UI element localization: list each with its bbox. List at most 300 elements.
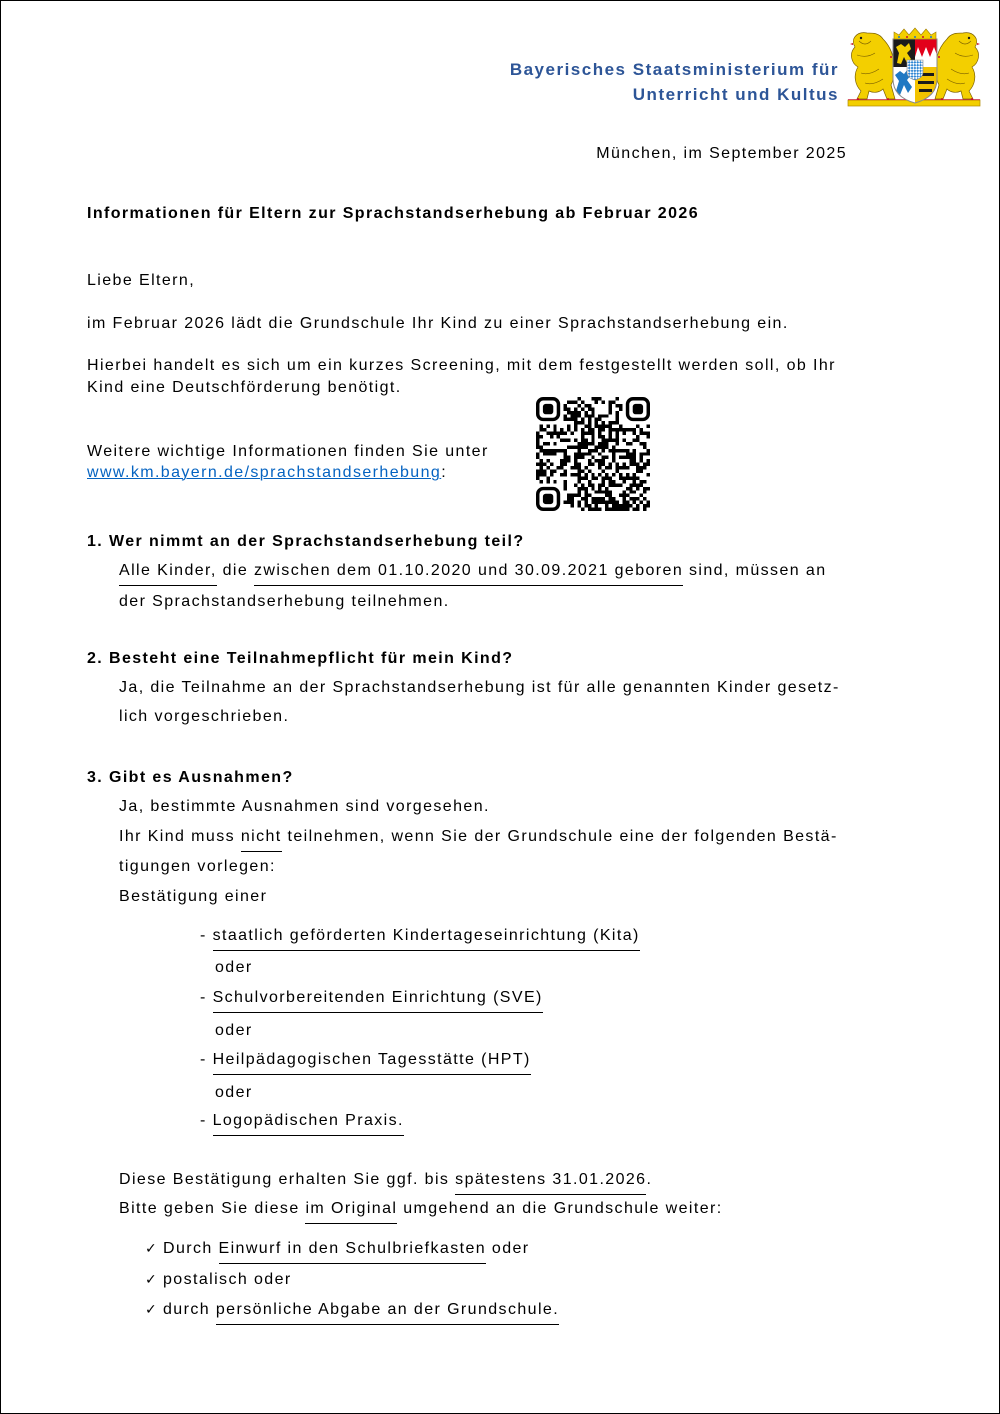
section-1-line [119, 592, 450, 612]
qr-module [543, 463, 546, 466]
separator-or: oder [215, 959, 253, 976]
qr-module [619, 466, 622, 469]
ministry-name-line-2: Unterricht und Kultus [632, 85, 839, 104]
qr-module [591, 487, 594, 490]
qr-module [571, 432, 574, 435]
qr-module [619, 407, 622, 410]
qr-module [605, 425, 608, 428]
qr-module [647, 452, 650, 455]
qr-finder-center [543, 494, 553, 504]
qr-module [595, 508, 598, 511]
qr-module [605, 442, 608, 445]
qr-module [560, 459, 563, 462]
qr-module [595, 449, 598, 452]
section-2-line [119, 707, 289, 727]
qr-module [598, 452, 601, 455]
qr-module [615, 470, 618, 473]
qr-module [640, 456, 643, 459]
qr-module [564, 414, 567, 417]
section-1-line [119, 561, 827, 581]
qr-module [622, 480, 625, 483]
qr-module [564, 473, 567, 476]
qr-module [553, 452, 556, 455]
qr-module [588, 421, 591, 424]
qr-module [591, 428, 594, 431]
qr-module [626, 476, 629, 479]
qr-module [536, 435, 539, 438]
text-segment: lich vorgeschrieben. [119, 708, 290, 725]
qr-module [574, 452, 577, 455]
qr-module [546, 452, 549, 455]
qr-module [626, 508, 629, 511]
qr-module [550, 470, 553, 473]
qr-module [643, 432, 646, 435]
qr-module [577, 414, 580, 417]
qr-module [588, 508, 591, 511]
qr-module [557, 466, 560, 469]
emphasis-not: nicht [241, 828, 282, 852]
qr-module [539, 425, 542, 428]
qr-module [619, 476, 622, 479]
qr-module [615, 438, 618, 441]
qr-module [591, 432, 594, 435]
qr-module [647, 473, 650, 476]
qr-module [588, 483, 591, 486]
qr-module [609, 407, 612, 410]
qr-module [640, 483, 643, 486]
text-segment: umgehend an die Grundschule weiter: [397, 1200, 723, 1217]
list-bullet: - [200, 989, 213, 1006]
qr-module [577, 449, 580, 452]
qr-module [564, 483, 567, 486]
qr-module [564, 470, 567, 473]
qr-module [640, 459, 643, 462]
qr-module [602, 414, 605, 417]
qr-module [598, 483, 601, 486]
qr-module [536, 463, 539, 466]
qr-module [539, 470, 542, 473]
qr-module [571, 494, 574, 497]
qr-module [584, 487, 587, 490]
qr-module [553, 425, 556, 428]
deadline-line [119, 1170, 652, 1190]
qr-module [615, 442, 618, 445]
list-bullet: - [200, 927, 213, 944]
qr-module [571, 473, 574, 476]
qr-module [595, 501, 598, 504]
qr-module [636, 425, 639, 428]
qr-module [626, 494, 629, 497]
qr-module [584, 442, 587, 445]
qr-module [539, 463, 542, 466]
qr-module [557, 432, 560, 435]
section-heading-3: 3. Gibt es Ausnahmen? [87, 769, 294, 786]
text-segment: Ja, bestimmte Ausnahmen sind vorgesehen. [119, 798, 490, 815]
place-date: München, im September 2025 [596, 145, 847, 162]
qr-module [581, 442, 584, 445]
qr-module [615, 432, 618, 435]
emphasis-method: Einwurf in den Schulbriefkasten [219, 1240, 487, 1264]
qr-finder-center [543, 404, 553, 414]
confirmation-source-item [200, 926, 640, 946]
qr-module [609, 432, 612, 435]
qr-module [536, 438, 539, 441]
qr-module [574, 445, 577, 448]
salutation: Liebe Eltern, [87, 272, 196, 289]
qr-module [588, 442, 591, 445]
qr-module [536, 456, 539, 459]
qr-module [539, 459, 542, 462]
submission-method-item [163, 1300, 559, 1320]
qr-module [546, 459, 549, 462]
qr-module [564, 463, 567, 466]
qr-module [584, 494, 587, 497]
qr-module [553, 449, 556, 452]
qr-module [643, 442, 646, 445]
qr-module [577, 476, 580, 479]
qr-module [609, 476, 612, 479]
qr-module [609, 494, 612, 497]
qr-module [619, 508, 622, 511]
qr-module [598, 397, 601, 400]
qr-module [643, 490, 646, 493]
qr-module [629, 428, 632, 431]
qr-module [598, 490, 601, 493]
qr-module [571, 501, 574, 504]
qr-module [574, 418, 577, 421]
qr-module [619, 504, 622, 507]
list-bullet: - [200, 1112, 213, 1129]
qr-module [584, 497, 587, 500]
qr-module [619, 428, 622, 431]
qr-module [560, 432, 563, 435]
qr-module [626, 442, 629, 445]
qr-module [553, 428, 556, 431]
qr-module [581, 452, 584, 455]
text-segment: Bestätigung einer [119, 888, 268, 905]
text-segment: durch [163, 1301, 216, 1318]
qr-module [622, 508, 625, 511]
qr-module [577, 504, 580, 507]
qr-module [584, 425, 587, 428]
qr-module [571, 497, 574, 500]
qr-module [584, 414, 587, 417]
qr-module [574, 456, 577, 459]
qr-module [615, 504, 618, 507]
qr-module [615, 414, 618, 417]
qr-module [629, 504, 632, 507]
qr-module [609, 421, 612, 424]
emphasis-original: im Original [305, 1200, 397, 1224]
qr-module [539, 466, 542, 469]
qr-module [640, 466, 643, 469]
qr-module [546, 449, 549, 452]
confirmation-source-item [200, 1050, 531, 1070]
qr-module [595, 504, 598, 507]
qr-module [591, 449, 594, 452]
qr-module [598, 428, 601, 431]
qr-module [577, 501, 580, 504]
qr-module [567, 400, 570, 403]
qr-module [636, 483, 639, 486]
submission-method-item [163, 1239, 530, 1259]
qr-module [591, 442, 594, 445]
qr-module [647, 435, 650, 438]
qr-module [539, 435, 542, 438]
qr-module [609, 490, 612, 493]
qr-module [577, 473, 580, 476]
qr-module [643, 463, 646, 466]
qr-module [553, 442, 556, 445]
qr-module [598, 459, 601, 462]
qr-module [571, 400, 574, 403]
qr-module [636, 487, 639, 490]
qr-module [598, 508, 601, 511]
qr-module [581, 456, 584, 459]
qr-module [643, 480, 646, 483]
qr-module [588, 459, 591, 462]
qr-module [591, 435, 594, 438]
qr-module [564, 501, 567, 504]
qr-module [536, 452, 539, 455]
qr-module [584, 404, 587, 407]
qr-module [622, 463, 625, 466]
qr-module [543, 452, 546, 455]
qr-module [567, 438, 570, 441]
qr-module [633, 483, 636, 486]
qr-module [643, 466, 646, 469]
qr-module [633, 428, 636, 431]
qr-module [588, 470, 591, 473]
qr-module [615, 397, 618, 400]
qr-module [591, 508, 594, 511]
qr-module [567, 418, 570, 421]
qr-module [612, 421, 615, 424]
qr-module [640, 501, 643, 504]
qr-module [609, 463, 612, 466]
qr-module [598, 497, 601, 500]
qr-module [622, 449, 625, 452]
qr-code [536, 397, 650, 511]
qr-module [609, 438, 612, 441]
qr-module [546, 480, 549, 483]
qr-module [609, 480, 612, 483]
more-info-link[interactable]: www.km.bayern.de/sprachstandserhebung [87, 464, 442, 481]
qr-module [612, 473, 615, 476]
qr-module [612, 504, 615, 507]
qr-module [588, 404, 591, 407]
qr-module [640, 432, 643, 435]
qr-module [584, 411, 587, 414]
qr-module [612, 438, 615, 441]
qr-module [584, 476, 587, 479]
confirmation-source-label: Heilpädagogischen Tagesstätte (HPT) [213, 1051, 531, 1075]
qr-module [546, 432, 549, 435]
qr-module [581, 476, 584, 479]
qr-module [647, 501, 650, 504]
qr-module [633, 438, 636, 441]
qr-module [612, 445, 615, 448]
qr-module [591, 407, 594, 410]
qr-module [602, 470, 605, 473]
qr-module [591, 456, 594, 459]
qr-module [536, 432, 539, 435]
qr-module [581, 487, 584, 490]
qr-module [598, 473, 601, 476]
qr-module [577, 397, 580, 400]
qr-module [539, 428, 542, 431]
qr-module [591, 411, 594, 414]
qr-module [567, 425, 570, 428]
confirmation-source-item [200, 988, 543, 1008]
qr-module [609, 435, 612, 438]
emphasis-all-children: Alle Kinder, [119, 562, 217, 586]
qr-module [605, 438, 608, 441]
text-segment: Bitte geben Sie diese [119, 1200, 306, 1217]
qr-module [609, 466, 612, 469]
screening-paragraph-line: Kind eine Deutschförderung benötigt. [87, 379, 402, 396]
qr-module [588, 452, 591, 455]
qr-module [560, 438, 563, 441]
qr-module [626, 452, 629, 455]
qr-module [612, 449, 615, 452]
qr-module [574, 483, 577, 486]
checkmark-icon: ✓ [145, 1302, 157, 1318]
more-info-link-line [87, 463, 447, 483]
qr-module [560, 463, 563, 466]
qr-module [581, 497, 584, 500]
qr-module [615, 418, 618, 421]
qr-module [602, 425, 605, 428]
qr-module [584, 445, 587, 448]
qr-module [598, 425, 601, 428]
qr-module [598, 418, 601, 421]
qr-module [577, 456, 580, 459]
qr-module [591, 476, 594, 479]
qr-module [584, 501, 587, 504]
qr-module [633, 480, 636, 483]
qr-module [591, 463, 594, 466]
more-info-text: Weitere wichtige Informationen finden Sie unter [87, 443, 489, 460]
qr-module [626, 456, 629, 459]
qr-module [609, 411, 612, 414]
qr-module [581, 418, 584, 421]
qr-module [612, 497, 615, 500]
qr-module [591, 501, 594, 504]
confirmation-source-label: staatlich geförderten Kindertageseinrichtung (Kita) [213, 927, 640, 951]
qr-module [615, 435, 618, 438]
qr-module [598, 435, 601, 438]
qr-module [626, 501, 629, 504]
qr-module [560, 466, 563, 469]
qr-module [609, 449, 612, 452]
qr-module [577, 463, 580, 466]
qr-module [609, 400, 612, 403]
qr-module [619, 473, 622, 476]
qr-module [602, 445, 605, 448]
qr-module [584, 490, 587, 493]
qr-module [602, 456, 605, 459]
qr-module [584, 432, 587, 435]
qr-module [622, 456, 625, 459]
qr-module [595, 497, 598, 500]
text-segment: Ihr Kind muss [119, 828, 241, 845]
qr-module [615, 404, 618, 407]
qr-finder-center [633, 404, 643, 414]
qr-module [643, 487, 646, 490]
qr-module [643, 504, 646, 507]
qr-module [574, 425, 577, 428]
qr-module [581, 421, 584, 424]
qr-module [577, 470, 580, 473]
qr-module [564, 418, 567, 421]
qr-module [577, 411, 580, 414]
qr-module [633, 508, 636, 511]
checkmark-icon: ✓ [145, 1241, 157, 1257]
text-segment: Durch [163, 1240, 219, 1257]
qr-module [591, 473, 594, 476]
qr-module [581, 483, 584, 486]
qr-module [577, 494, 580, 497]
qr-module [612, 483, 615, 486]
qr-module [626, 473, 629, 476]
text-segment: postalisch oder [163, 1271, 292, 1288]
qr-module [609, 425, 612, 428]
qr-module [581, 435, 584, 438]
qr-module [605, 504, 608, 507]
qr-module [539, 445, 542, 448]
qr-module [577, 421, 580, 424]
text-segment: . [646, 1171, 653, 1188]
qr-module [640, 470, 643, 473]
qr-module [626, 428, 629, 431]
qr-module [574, 421, 577, 424]
qr-module [647, 432, 650, 435]
qr-module [633, 497, 636, 500]
qr-module [567, 456, 570, 459]
qr-module [619, 404, 622, 407]
qr-module [633, 449, 636, 452]
qr-module [536, 473, 539, 476]
qr-module [633, 463, 636, 466]
qr-module [591, 414, 594, 417]
qr-module [629, 476, 632, 479]
text-segment: Diese Bestätigung erhalten Sie ggf. bis [119, 1171, 456, 1188]
qr-module [536, 476, 539, 479]
section-2-line [119, 678, 840, 698]
qr-module [636, 463, 639, 466]
qr-module [602, 428, 605, 431]
qr-module [619, 425, 622, 428]
qr-module [622, 438, 625, 441]
qr-module [595, 490, 598, 493]
qr-module [567, 411, 570, 414]
qr-module [581, 508, 584, 511]
qr-module [536, 470, 539, 473]
qr-module [543, 473, 546, 476]
qr-module [567, 494, 570, 497]
qr-module [647, 463, 650, 466]
qr-module [567, 459, 570, 462]
qr-module [539, 449, 542, 452]
qr-module [602, 490, 605, 493]
text-segment: die [216, 562, 254, 579]
qr-module [643, 508, 646, 511]
qr-module [622, 494, 625, 497]
qr-module [615, 411, 618, 414]
list-bullet: - [200, 1051, 213, 1068]
qr-module [622, 466, 625, 469]
